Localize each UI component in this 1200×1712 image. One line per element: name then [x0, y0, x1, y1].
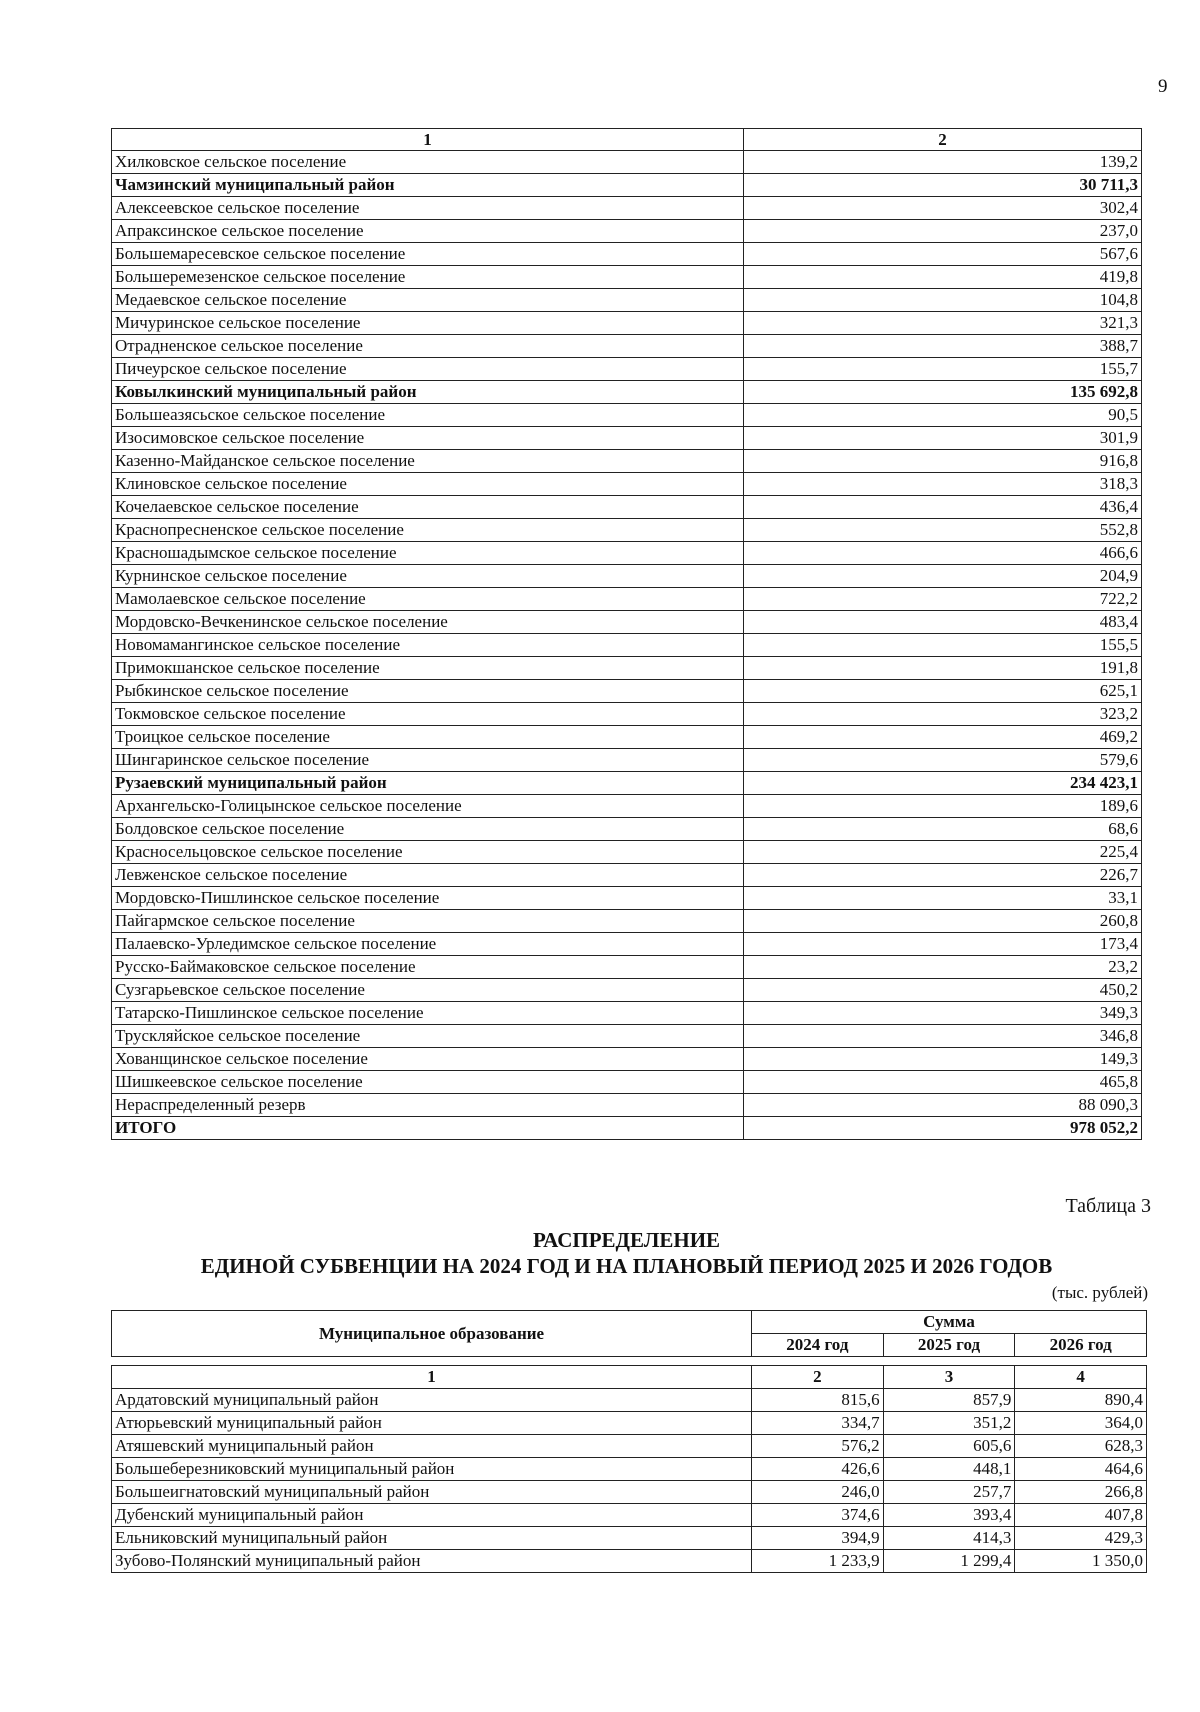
amount-value: 318,3	[744, 473, 1142, 496]
municipality-name: Русско-Баймаковское сельское поселение	[112, 956, 744, 979]
amount-2024: 394,9	[752, 1527, 884, 1550]
amount-2025: 393,4	[883, 1504, 1015, 1527]
amount-value: 625,1	[744, 680, 1142, 703]
municipality-name: Рыбкинское сельское поселение	[112, 680, 744, 703]
municipality-name: Троицкое сельское поселение	[112, 726, 744, 749]
amount-value: 567,6	[744, 243, 1142, 266]
table-row	[112, 680, 1142, 703]
amount-value: 722,2	[744, 588, 1142, 611]
subvention-distribution-table	[111, 1310, 1147, 1573]
municipality-name: Отрадненское сельское поселение	[112, 335, 744, 358]
table-row	[112, 335, 1142, 358]
municipality-name: Архангельско-Голицынское сельское поселение	[112, 795, 744, 818]
municipality-name: Новомамангинское сельское поселение	[112, 634, 744, 657]
table-row	[112, 381, 1142, 404]
municipality-name: Дубенский муниципальный район	[112, 1504, 752, 1527]
table-row	[112, 657, 1142, 680]
table-row	[112, 197, 1142, 220]
amount-value: 155,7	[744, 358, 1142, 381]
amount-2026: 464,6	[1015, 1458, 1147, 1481]
amount-value: 978 052,2	[744, 1117, 1142, 1140]
table-row	[112, 473, 1142, 496]
table-row	[112, 772, 1142, 795]
amount-value: 469,2	[744, 726, 1142, 749]
amount-value: 552,8	[744, 519, 1142, 542]
table-row	[112, 1412, 1147, 1435]
amount-2024: 246,0	[752, 1481, 884, 1504]
municipality-name: Ковылкинский муниципальный район	[112, 381, 744, 404]
amount-value: 346,8	[744, 1025, 1142, 1048]
table-row	[112, 1435, 1147, 1458]
amount-value: 916,8	[744, 450, 1142, 473]
table-row	[112, 1504, 1147, 1527]
municipality-name: Пичеурское сельское поселение	[112, 358, 744, 381]
table-row	[112, 979, 1142, 1002]
column-index-1: 1	[112, 129, 744, 151]
header-gap	[112, 1357, 1147, 1366]
amount-value: 23,2	[744, 956, 1142, 979]
municipality-name: Примокшанское сельское поселение	[112, 657, 744, 680]
amount-value: 419,8	[744, 266, 1142, 289]
amount-2024: 374,6	[752, 1504, 884, 1527]
amount-value: 33,1	[744, 887, 1142, 910]
amount-2026: 266,8	[1015, 1481, 1147, 1504]
municipality-name: Красношадымское сельское поселение	[112, 542, 744, 565]
municipality-name: Большеремезенское сельское поселение	[112, 266, 744, 289]
table-row	[112, 266, 1142, 289]
municipality-name: Мордовско-Пишлинское сельское поселение	[112, 887, 744, 910]
amount-2024: 334,7	[752, 1412, 884, 1435]
amount-value: 466,6	[744, 542, 1142, 565]
municipality-name: Апраксинское сельское поселение	[112, 220, 744, 243]
table-row	[112, 427, 1142, 450]
municipality-name: Татарско-Пишлинское сельское поселение	[112, 1002, 744, 1025]
municipality-name: Сузгарьевское сельское поселение	[112, 979, 744, 1002]
table-row	[112, 312, 1142, 335]
table-row	[112, 1458, 1147, 1481]
table-row	[112, 933, 1142, 956]
amount-value: 465,8	[744, 1071, 1142, 1094]
municipality-name: Клиновское сельское поселение	[112, 473, 744, 496]
municipality-name: Мичуринское сельское поселение	[112, 312, 744, 335]
table-row	[112, 220, 1142, 243]
table-row	[112, 289, 1142, 312]
municipality-name: Хилковское сельское поселение	[112, 151, 744, 174]
municipality-name: Мордовско-Вечкенинское сельское поселение	[112, 611, 744, 634]
municipality-name: Атюрьевский муниципальный район	[112, 1412, 752, 1435]
table-row	[112, 864, 1142, 887]
table-row	[112, 151, 1142, 174]
amount-value: 149,3	[744, 1048, 1142, 1071]
amount-value: 88 090,3	[744, 1094, 1142, 1117]
table-label: Таблица 3	[1065, 1195, 1151, 1217]
header-year-2026: 2026 год	[1015, 1334, 1147, 1357]
amount-2025: 857,9	[883, 1389, 1015, 1412]
amount-value: 226,7	[744, 864, 1142, 887]
page-number: 9	[1158, 76, 1168, 97]
amount-2025: 605,6	[883, 1435, 1015, 1458]
amount-2024: 576,2	[752, 1435, 884, 1458]
municipality-name: Болдовское сельское поселение	[112, 818, 744, 841]
table-row	[112, 1002, 1142, 1025]
municipality-name: Атяшевский муниципальный район	[112, 1435, 752, 1458]
amount-value: 302,4	[744, 197, 1142, 220]
header-year-2025: 2025 год	[883, 1334, 1015, 1357]
municipality-name: Зубово-Полянский муниципальный район	[112, 1550, 752, 1573]
municipality-name: Большеигнатовский муниципальный район	[112, 1481, 752, 1504]
municipality-name: Рузаевский муниципальный район	[112, 772, 744, 795]
amount-value: 301,9	[744, 427, 1142, 450]
table-row	[112, 542, 1142, 565]
amount-value: 191,8	[744, 657, 1142, 680]
amount-value: 237,0	[744, 220, 1142, 243]
column-index-1: 1	[112, 1366, 752, 1389]
municipality-name: Шингаринское сельское поселение	[112, 749, 744, 772]
municipality-name: Большеазясьское сельское поселение	[112, 404, 744, 427]
amount-2024: 1 233,9	[752, 1550, 884, 1573]
amount-value: 104,8	[744, 289, 1142, 312]
table-row	[112, 519, 1142, 542]
municipality-name: Палаевско-Урледимское сельское поселение	[112, 933, 744, 956]
table-row	[112, 1048, 1142, 1071]
municipality-name: Пайгармское сельское поселение	[112, 910, 744, 933]
table-row	[112, 634, 1142, 657]
header-row	[112, 1311, 1147, 1334]
amount-value: 234 423,1	[744, 772, 1142, 795]
table-title-line-2: ЕДИНОЙ СУБВЕНЦИИ НА 2024 ГОД И НА ПЛАНОВЫЙ ПЕРИОД 2025 И 2026 ГОДОВ	[200, 1254, 1053, 1278]
table-row	[112, 795, 1142, 818]
municipality-name: Алексеевское сельское поселение	[112, 197, 744, 220]
amount-2026: 364,0	[1015, 1412, 1147, 1435]
amount-value: 139,2	[744, 151, 1142, 174]
table-row	[112, 726, 1142, 749]
municipality-name: Краснопресненское сельское поселение	[112, 519, 744, 542]
table-row	[112, 404, 1142, 427]
amount-value: 173,4	[744, 933, 1142, 956]
column-index-2: 2	[752, 1366, 884, 1389]
amount-value: 436,4	[744, 496, 1142, 519]
table-row	[112, 1389, 1147, 1412]
municipality-name: Левженское сельское поселение	[112, 864, 744, 887]
amount-value: 260,8	[744, 910, 1142, 933]
amount-value: 450,2	[744, 979, 1142, 1002]
municipality-name: Курнинское сельское поселение	[112, 565, 744, 588]
municipality-name: Кочелаевское сельское поселение	[112, 496, 744, 519]
municipality-name: Трускляйское сельское поселение	[112, 1025, 744, 1048]
amount-2025: 257,7	[883, 1481, 1015, 1504]
municipality-name: Ельниковский муниципальный район	[112, 1527, 752, 1550]
amount-value: 155,5	[744, 634, 1142, 657]
municipality-name: Мамолаевское сельское поселение	[112, 588, 744, 611]
amount-value: 321,3	[744, 312, 1142, 335]
amount-2026: 890,4	[1015, 1389, 1147, 1412]
column-index-3: 3	[883, 1366, 1015, 1389]
municipality-name: Хованщинское сельское поселение	[112, 1048, 744, 1071]
amount-value: 225,4	[744, 841, 1142, 864]
amount-value: 68,6	[744, 818, 1142, 841]
table-row	[112, 1025, 1142, 1048]
table-row	[112, 174, 1142, 197]
table-row	[112, 956, 1142, 979]
amount-2026: 429,3	[1015, 1527, 1147, 1550]
column-index-4: 4	[1015, 1366, 1147, 1389]
amount-value: 90,5	[744, 404, 1142, 427]
amount-value: 483,4	[744, 611, 1142, 634]
column-index-row	[112, 1366, 1147, 1389]
amount-value: 189,6	[744, 795, 1142, 818]
amount-2025: 448,1	[883, 1458, 1015, 1481]
amount-2026: 628,3	[1015, 1435, 1147, 1458]
table-row	[112, 818, 1142, 841]
table-title-line-1: РАСПРЕДЕЛЕНИЕ	[532, 1228, 721, 1252]
municipality-name: Медаевское сельское поселение	[112, 289, 744, 312]
table-row	[112, 841, 1142, 864]
amount-2024: 815,6	[752, 1389, 884, 1412]
amount-2024: 426,6	[752, 1458, 884, 1481]
municipality-name: Шишкеевское сельское поселение	[112, 1071, 744, 1094]
amount-value: 388,7	[744, 335, 1142, 358]
amount-value: 349,3	[744, 1002, 1142, 1025]
table-row	[112, 565, 1142, 588]
table-row	[112, 611, 1142, 634]
table-row	[112, 1527, 1147, 1550]
table-row	[112, 910, 1142, 933]
table-row	[112, 703, 1142, 726]
amount-value: 30 711,3	[744, 174, 1142, 197]
municipality-name: Чамзинский муниципальный район	[112, 174, 744, 197]
municipality-name: Большеберезниковский муниципальный район	[112, 1458, 752, 1481]
amount-2025: 1 299,4	[883, 1550, 1015, 1573]
amount-2026: 1 350,0	[1015, 1550, 1147, 1573]
units-note: (тыс. рублей)	[1051, 1283, 1148, 1302]
subvention-table-continued	[111, 128, 1142, 1140]
table-row	[112, 243, 1142, 266]
amount-2026: 407,8	[1015, 1504, 1147, 1527]
municipality-name: Ардатовский муниципальный район	[112, 1389, 752, 1412]
municipality-name: ИТОГО	[112, 1117, 744, 1140]
header-entity: Муниципальное образование	[112, 1311, 752, 1357]
amount-2025: 351,2	[883, 1412, 1015, 1435]
table-row	[112, 1550, 1147, 1573]
table-row	[112, 887, 1142, 910]
municipality-name: Казенно-Майданское сельское поселение	[112, 450, 744, 473]
amount-2025: 414,3	[883, 1527, 1015, 1550]
table-row	[112, 496, 1142, 519]
amount-value: 135 692,8	[744, 381, 1142, 404]
column-index-row	[112, 129, 1142, 151]
header-year-2024: 2024 год	[752, 1334, 884, 1357]
table-row	[112, 1094, 1142, 1117]
municipality-name: Красносельцовское сельское поселение	[112, 841, 744, 864]
table-row	[112, 358, 1142, 381]
table-row	[112, 588, 1142, 611]
amount-value: 323,2	[744, 703, 1142, 726]
table-row	[112, 450, 1142, 473]
municipality-name: Токмовское сельское поселение	[112, 703, 744, 726]
table-row	[112, 1481, 1147, 1504]
amount-value: 579,6	[744, 749, 1142, 772]
amount-value: 204,9	[744, 565, 1142, 588]
municipality-name: Нераспределенный резерв	[112, 1094, 744, 1117]
table-row	[112, 1117, 1142, 1140]
table-row	[112, 1071, 1142, 1094]
municipality-name: Большемаресевское сельское поселение	[112, 243, 744, 266]
column-index-2: 2	[744, 129, 1142, 151]
municipality-name: Изосимовское сельское поселение	[112, 427, 744, 450]
header-sum: Сумма	[752, 1311, 1147, 1334]
table-row	[112, 749, 1142, 772]
